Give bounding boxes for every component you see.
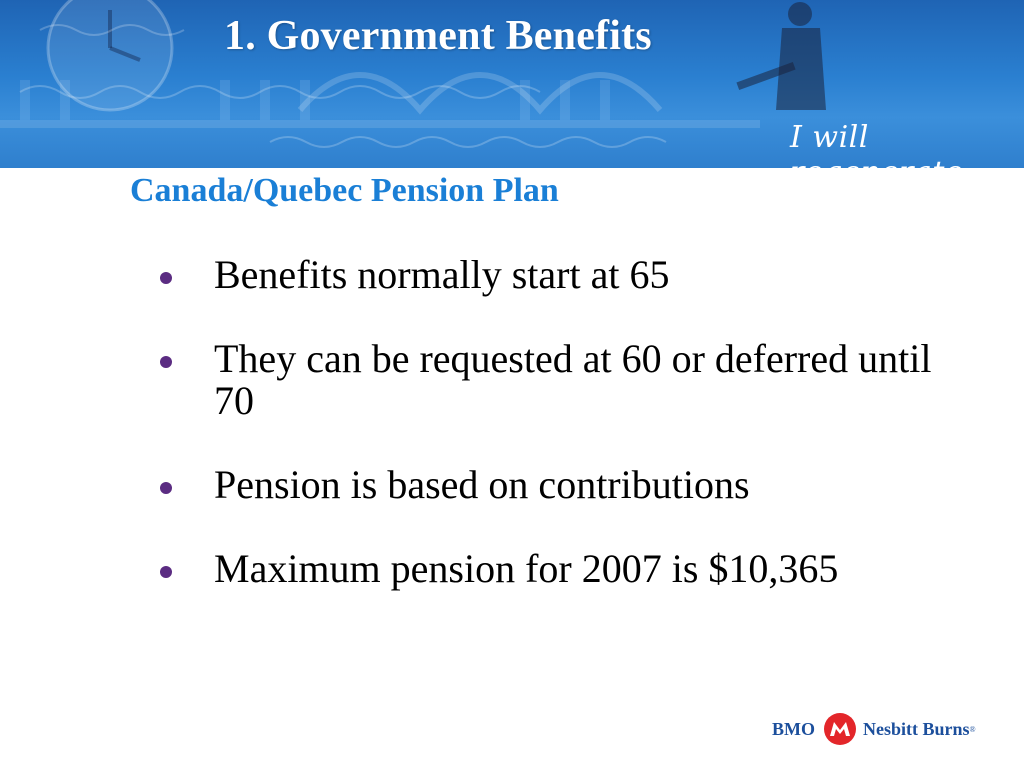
bmo-roundel-icon (823, 712, 857, 746)
bullet-item (160, 548, 944, 590)
bullet-dot-icon (160, 566, 172, 578)
bullet-dot-icon (160, 272, 172, 284)
bullet-item (160, 464, 944, 506)
section-heading: Canada/Quebec Pension Plan (130, 172, 559, 209)
bullet-text: Benefits normally start at 65 (214, 252, 670, 297)
bullet-text: They can be requested at 60 or deferred until 70 (214, 336, 932, 423)
bullet-dot-icon (160, 482, 172, 494)
slide-title: 1. Government Benefits (224, 13, 652, 59)
bullet-dot-icon (160, 356, 172, 368)
bullet-text: Pension is based on contributions (214, 462, 750, 507)
bullet-item (160, 254, 944, 296)
bullet-item (160, 338, 944, 422)
logo-bmo-text: BMO (772, 718, 815, 739)
logo-nesbitt-burns-text: Nesbitt Burns (863, 718, 970, 739)
banner-tagline: I will regenerate (790, 120, 964, 190)
bmo-nesbitt-burns-logo (772, 712, 976, 746)
registered-mark: ® (969, 724, 976, 734)
bullet-text: Maximum pension for 2007 is $10,365 (214, 546, 839, 591)
header-banner (0, 0, 1024, 190)
